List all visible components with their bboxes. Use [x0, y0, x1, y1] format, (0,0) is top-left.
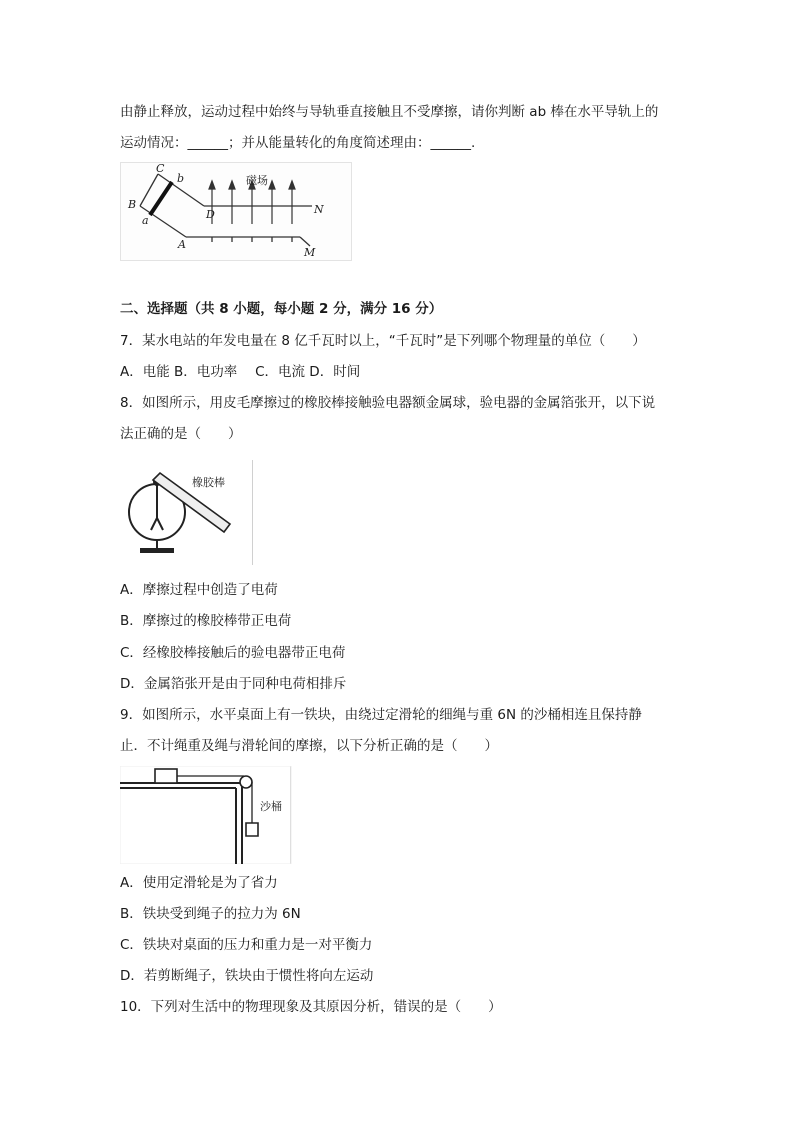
label-N: N	[314, 203, 324, 216]
sand-bucket-label: 沙桶	[260, 800, 282, 813]
pulley-svg	[120, 766, 292, 864]
q9-option-c: C．铁块对桌面的压力和重力是一对平衡力	[120, 937, 373, 953]
q7-stem: 7．某水电站的年发电量在 8 亿千瓦时以上，“千瓦时”是下列哪个物理量的单位（ ）	[120, 333, 646, 349]
q9-option-a: A．使用定滑轮是为了省力	[120, 875, 278, 891]
electroscope-svg	[120, 460, 254, 565]
q8-stem-line-2: 法正确的是（ ）	[120, 426, 242, 442]
label-D: D	[206, 208, 215, 221]
q9-stem-line-2: 止．不计绳重及绳与滑轮间的摩擦，以下分析正确的是（ ）	[120, 738, 498, 754]
pulley-figure	[120, 766, 292, 864]
q8-option-b: B．摩擦过的橡胶棒带正电荷	[120, 613, 292, 629]
q6-text-line-2: 运动情况：______；并从能量转化的角度简述理由：______.	[120, 135, 476, 151]
section-heading: 二、选择题（共 8 小题，每小题 2 分，满分 16 分）	[120, 301, 443, 317]
q6-text-line-1: 由静止释放，运动过程中始终与导轨垂直接触且不受摩擦，请你判断 ab 棒在水平导轨上的	[120, 104, 659, 120]
label-B: B	[128, 198, 137, 211]
label-a: a	[142, 214, 149, 227]
rail-magnetic-field-figure	[120, 162, 352, 261]
q8-option-d: D．金属箔张开是由于同种电荷相排斥	[120, 676, 347, 692]
q9-option-d: D．若剪断绳子，铁块由于惯性将向左运动	[120, 968, 374, 984]
q7-options: A．电能 B．电功率 C．电流 D．时间	[120, 364, 361, 380]
label-C: C	[156, 162, 165, 175]
q8-option-c: C．经橡胶棒接触后的验电器带正电荷	[120, 645, 346, 661]
q9-stem-line-1: 9．如图所示，水平桌面上有一铁块，由绕过定滑轮的细绳与重 6N 的沙桶相连且保持静	[120, 707, 642, 723]
rail-figure-svg	[120, 162, 352, 261]
label-b: b	[177, 172, 185, 185]
label-M: M	[304, 246, 316, 259]
electroscope-figure	[120, 460, 254, 565]
q10-stem: 10．下列对生活中的物理现象及其原因分析，错误的是（ ）	[120, 999, 502, 1015]
q8-option-a: A．摩擦过程中创造了电荷	[120, 582, 278, 598]
q9-option-b: B．铁块受到绳子的拉力为 6N	[120, 906, 301, 922]
magnetic-field-label: 磁场	[246, 174, 268, 187]
q8-stem-line-1: 8．如图所示，用皮毛摩擦过的橡胶棒接触验电器额金属球，验电器的金属箔张开，以下说	[120, 395, 656, 411]
rubber-rod-label: 橡胶棒	[192, 476, 225, 489]
label-A: A	[178, 238, 186, 251]
